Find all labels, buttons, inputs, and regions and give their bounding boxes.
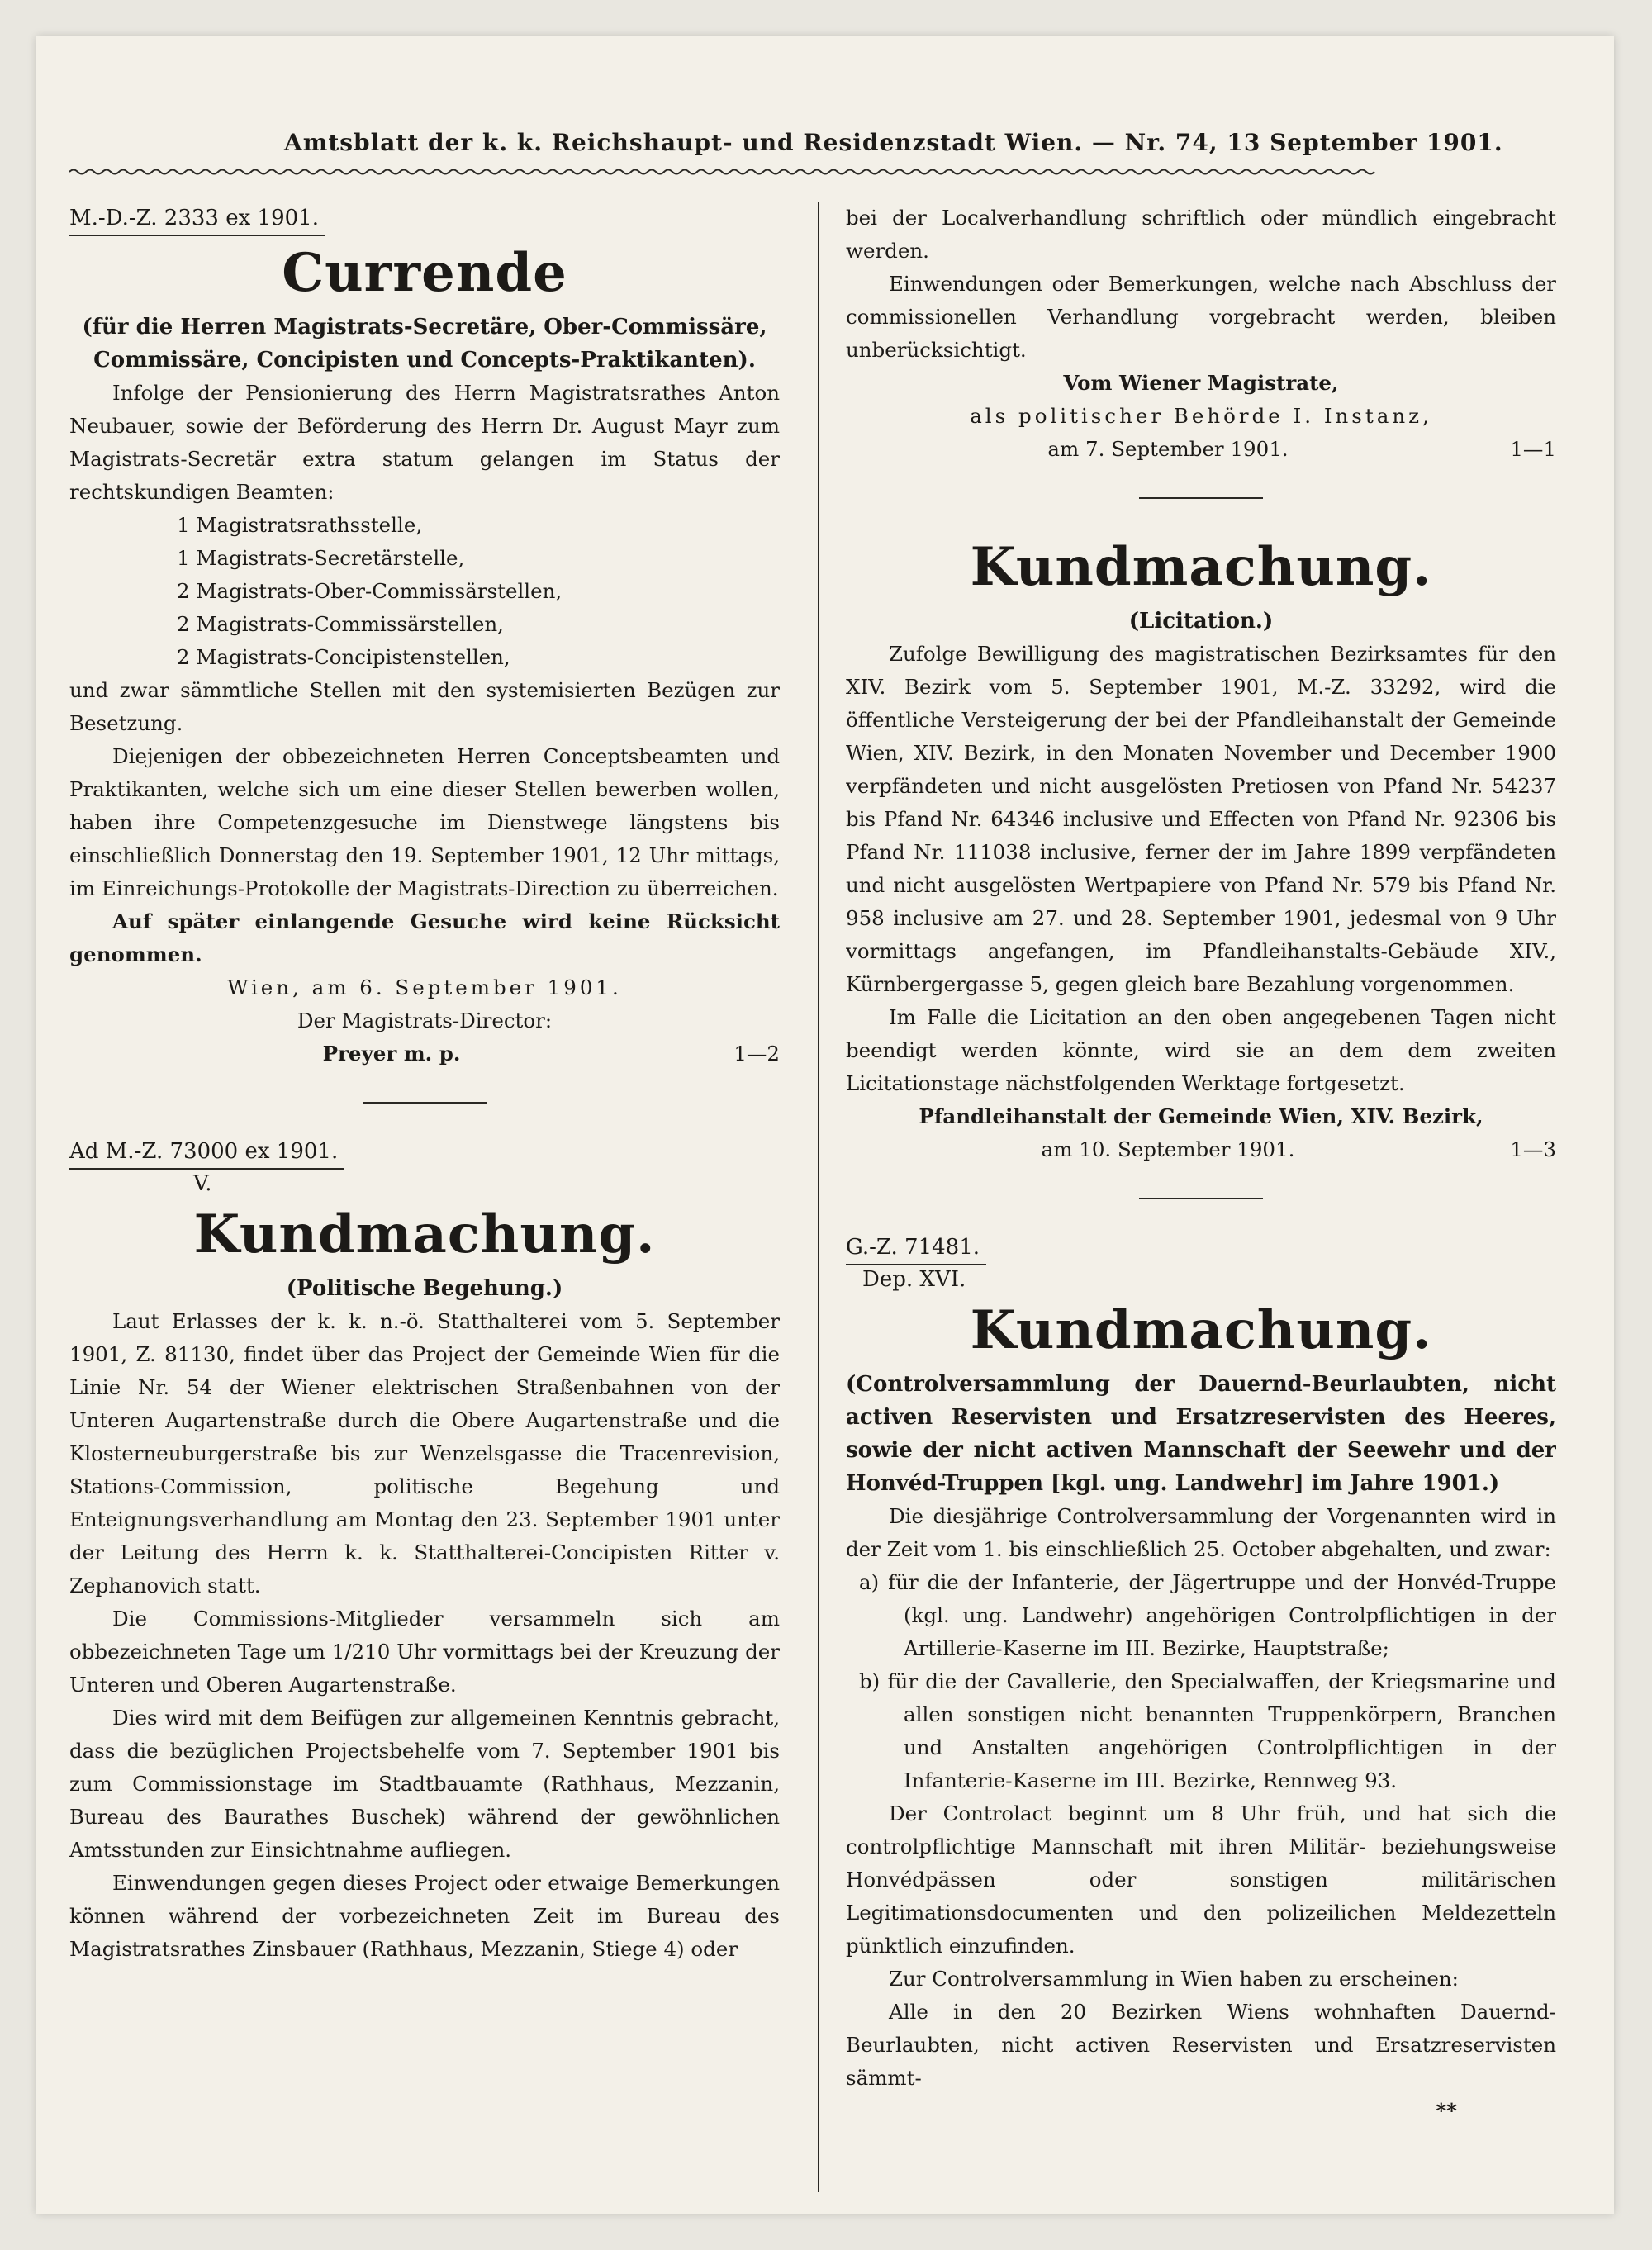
section-separator xyxy=(1139,497,1263,499)
currende-subtitle: (für die Herren Magistrats-Secretäre, Ober-Commissäre, Commissäre, Concipisten und Concepts-Praktikanten). xyxy=(82,315,767,373)
kundmachung-begehung-paragraph-2: Die Commissions-Mitglieder versammeln sich am obbezeichneten Tage um 1/210 Uhr vormittags bei der Kreuzung der Unteren und Oberen Augartenstraße. xyxy=(69,1607,780,1697)
kundmachung-control-paragraph-3: Zur Controlversammlung in Wien haben zu erscheinen: xyxy=(889,1967,1459,1991)
section-separator xyxy=(363,1102,487,1104)
licitation-date-row xyxy=(846,1133,1556,1166)
kundmachung-begehung-title: Kundmachung. xyxy=(193,1203,656,1265)
kundmachung-licitation-paragraph-1: Zufolge Bewilligung des magistratischen Bezirksamtes für den XIV. Bezirk vom 5. September 1901, M.-Z. 33292, wird die öffentliche Versteigerung der bei der Pfandleihanstalt der Gemeinde Wien, XIV. Bezirk, in den Monaten November und December 1900 verpfändeten und nicht ausgelösten Pretiosen von Pfand Nr. 54237 bis Pfand Nr. 64346 inclusive und Effecten von Pfand Nr. 92306 bis Pfand Nr. 111038 inclusive, ferner der im Jahre 1899 verpfändeten und nicht ausgelösten Wertpapiere von Pfand Nr. 579 bis Pfand Nr. 958 inclusive am 27. und 28. September 1901, jedesmal von 9 Uhr vormittags angefangen, im Pfandleihanstalts-Gebäude XIV., Kürnbergergasse 5, gegen gleich bare Bezahlung vorgenommen. xyxy=(846,642,1556,996)
currende-number: 1—2 xyxy=(733,1042,780,1066)
currende-after-list: und zwar sämmtliche Stellen mit den systemisierten Bezügen zur Besetzung. xyxy=(69,678,780,735)
header-wavy-rule xyxy=(36,167,1614,177)
continuation-paragraph-1: bei der Localverhandlung schriftlich oder mündlich eingebracht werden. xyxy=(846,206,1556,263)
kundmachung-control-item-a: a) für die der Infanterie, der Jägertruppe und der Honvéd-Truppe (kgl. ung. Landwehr) angehörigen Controlpflichtigen in der Artillerie-Kaserne im III. Bezirke, Hauptstraße; xyxy=(859,1570,1556,1660)
kundmachung-control-title: Kundmachung. xyxy=(970,1299,1432,1361)
kundmachung-control-paragraph-4: Alle in den 20 Bezirken Wiens wohnhaften Dauernd-Beurlaubten, nicht activen Reservisten und Ersatzreservisten sämmt- xyxy=(846,2000,1556,2090)
column-divider xyxy=(818,202,819,2192)
kundmachung-control-subtitle: (Controlversammlung der Dauernd-Beurlaubten, nicht activen Reservisten und Ersatzreservisten des Heeres, sowie der nicht activen Mannschaft der Seewehr und der Honvéd-Truppen [kgl. ung. Landwehr] im Jahre 1901.) xyxy=(846,1372,1556,1496)
currende-paragraph-3: Auf später einlangende Gesuche wird keine Rücksicht genommen. xyxy=(69,909,780,966)
continuation-date: am 7. September 1901. xyxy=(1047,437,1289,461)
right-column xyxy=(846,202,1556,2200)
newspaper-page xyxy=(36,36,1614,2214)
kundmachung-licitation-subtitle: (Licitation.) xyxy=(1128,609,1274,634)
licitation-number: 1—3 xyxy=(1510,1137,1556,1161)
kundmachung-control-section xyxy=(846,1231,1556,2128)
kundmachung-licitation-paragraph-2: Im Falle die Licitation an den oben angegebenen Tagen nicht beendigt werden könnte, wird sie an dem dem zweiten Licitationstage nächstfolgenden Werktage fortgesetzt. xyxy=(846,1005,1556,1095)
licitation-date: am 10. September 1901. xyxy=(1041,1137,1295,1161)
kundmachung-begehung-ref2: V. xyxy=(193,1171,212,1196)
kundmachung-begehung-section xyxy=(69,1135,780,1966)
kundmachung-control-paragraph-2: Der Controlact beginnt um 8 Uhr früh, und hat sich die controlpflichtige Mannschaft mit ihren Militär- beziehungsweise Honvédpässen oder sonstigen militärischen Legitimationsdocumenten und den polizeilichen Meldezetteln pünktlich einzufinden. xyxy=(846,1801,1556,1958)
list-item: 2 Magistrats-Commissärstellen, xyxy=(177,612,504,636)
kundmachung-control-ref2: Dep. XVI. xyxy=(862,1267,966,1292)
licitation-signature: Pfandleihanstalt der Gemeinde Wien, XIV. Bezirk, xyxy=(919,1104,1483,1128)
kundmachung-begehung-subtitle: (Politische Begehung.) xyxy=(286,1276,563,1301)
kundmachung-control-paragraph-1: Die diesjährige Controlversammlung der Vorgenannten wird in der Zeit vom 1. bis einschließlich 25. October abgehalten, und zwar: xyxy=(846,1504,1556,1561)
authority-line-2: als politischer Behörde I. Instanz, xyxy=(970,404,1432,428)
kundmachung-licitation-title: Kundmachung. xyxy=(970,536,1432,598)
currende-title: Currende xyxy=(282,242,567,304)
left-column xyxy=(69,202,780,2200)
kundmachung-begehung-paragraph-4: Einwendungen gegen dieses Project oder etwaige Bemerkungen können während der vorbezeichneten Zeit im Bureau des Magistratsrathes Zinsbauer (Rathhaus, Mezzanin, Stiege 4) oder xyxy=(69,1871,780,1961)
list-item: 1 Magistratsrathsstelle, xyxy=(177,513,423,537)
kundmachung-control-reference: G.-Z. 71481. xyxy=(846,1232,986,1265)
continuation-date-row xyxy=(846,433,1556,466)
begehung-continuation xyxy=(846,202,1556,466)
currende-date: Wien, am 6. September 1901. xyxy=(227,975,622,999)
list-item: 1 Magistrats-Secretärstelle, xyxy=(177,546,465,570)
page-header: Amtsblatt der k. k. Reichshaupt- und Residenzstadt Wien. — Nr. 74, 13 September 1901. xyxy=(284,129,1503,156)
currende-signer-title: Der Magistrats-Director: xyxy=(297,1009,553,1032)
currende-signer: Preyer m. p. xyxy=(322,1042,461,1066)
currende-paragraph-2: Diejenigen der obbezeichneten Herren Conceptsbeamten und Praktikanten, welche sich um eine dieser Stellen bewerben wollen, haben ihre Competenzgesuche im Dienstwege längstens bis einschließlich Donnerstag den 19. September 1901, 12 Uhr mittags, im Einreichungs-Protokolle der Magistrats-Direction zu überreichen. xyxy=(69,744,780,900)
kundmachung-begehung-paragraph-3: Dies wird mit dem Beifügen zur allgemeinen Kenntnis gebracht, dass die bezüglichen Projectsbehelfe vom 7. September 1901 bis zum Commissionstage im Stadtbauamte (Rathhaus, Mezzanin, Bureau des Baurathes Buschek) während der gewöhnlichen Amtsstunden zur Einsichtnahme aufliegen. xyxy=(69,1706,780,1862)
section-separator xyxy=(1139,1198,1263,1199)
currende-intro: Infolge der Pensionierung des Herrn Magistratsrathes Anton Neubauer, sowie der Beförderung des Herrn Dr. August Mayr zum Magistrats-Secretär extra statum gelangen im Status der rechtskundigen Beamten: xyxy=(69,381,780,504)
currende-signature-row xyxy=(69,1037,780,1070)
currende-reference: M.-D.-Z. 2333 ex 1901. xyxy=(69,203,325,236)
kundmachung-begehung-reference: Ad M.-Z. 73000 ex 1901. xyxy=(69,1137,344,1170)
kundmachung-begehung-paragraph-1: Laut Erlasses der k. k. n.-ö. Statthalterei vom 5. September 1901, Z. 81130, findet über das Project der Gemeinde Wien für die Linie Nr. 54 der Wiener elektrischen Straßenbahnen von der Unteren Augartenstraße durch die Obere Augartenstraße und die Klosterneuburgerstraße bis zur Wenzelsgasse die Tracenrevision, Stations-Commission, politische Begehung und Enteignungsverhandlung am Montag den 23. September 1901 unter der Leitung des Herrn k. k. Statthalterei-Concipisten Ritter v. Zephanovich statt. xyxy=(69,1309,780,1597)
list-item: 2 Magistrats-Concipistenstellen, xyxy=(177,645,510,669)
list-item: 2 Magistrats-Ober-Commissärstellen, xyxy=(177,579,563,603)
kundmachung-control-item-b: b) für die der Cavallerie, den Specialwaffen, der Kriegsmarine und allen sonstigen nicht benannten Truppenkörpern, Branchen und Anstalten angehörigen Controlpflichtigen in der Infanterie-Kaserne im III. Bezirke, Rennweg 93. xyxy=(859,1669,1556,1792)
kundmachung-licitation-section xyxy=(846,530,1556,1166)
footer-mark: ** xyxy=(1436,2099,1457,2123)
authority-line-1: Vom Wiener Magistrate, xyxy=(1063,371,1339,395)
continuation-number: 1—1 xyxy=(1510,437,1556,461)
continuation-paragraph-2: Einwendungen oder Bemerkungen, welche nach Abschluss der commissionellen Verhandlung vorgebracht werden, bleiben unberücksichtigt. xyxy=(846,272,1556,362)
currende-section xyxy=(69,202,780,1070)
